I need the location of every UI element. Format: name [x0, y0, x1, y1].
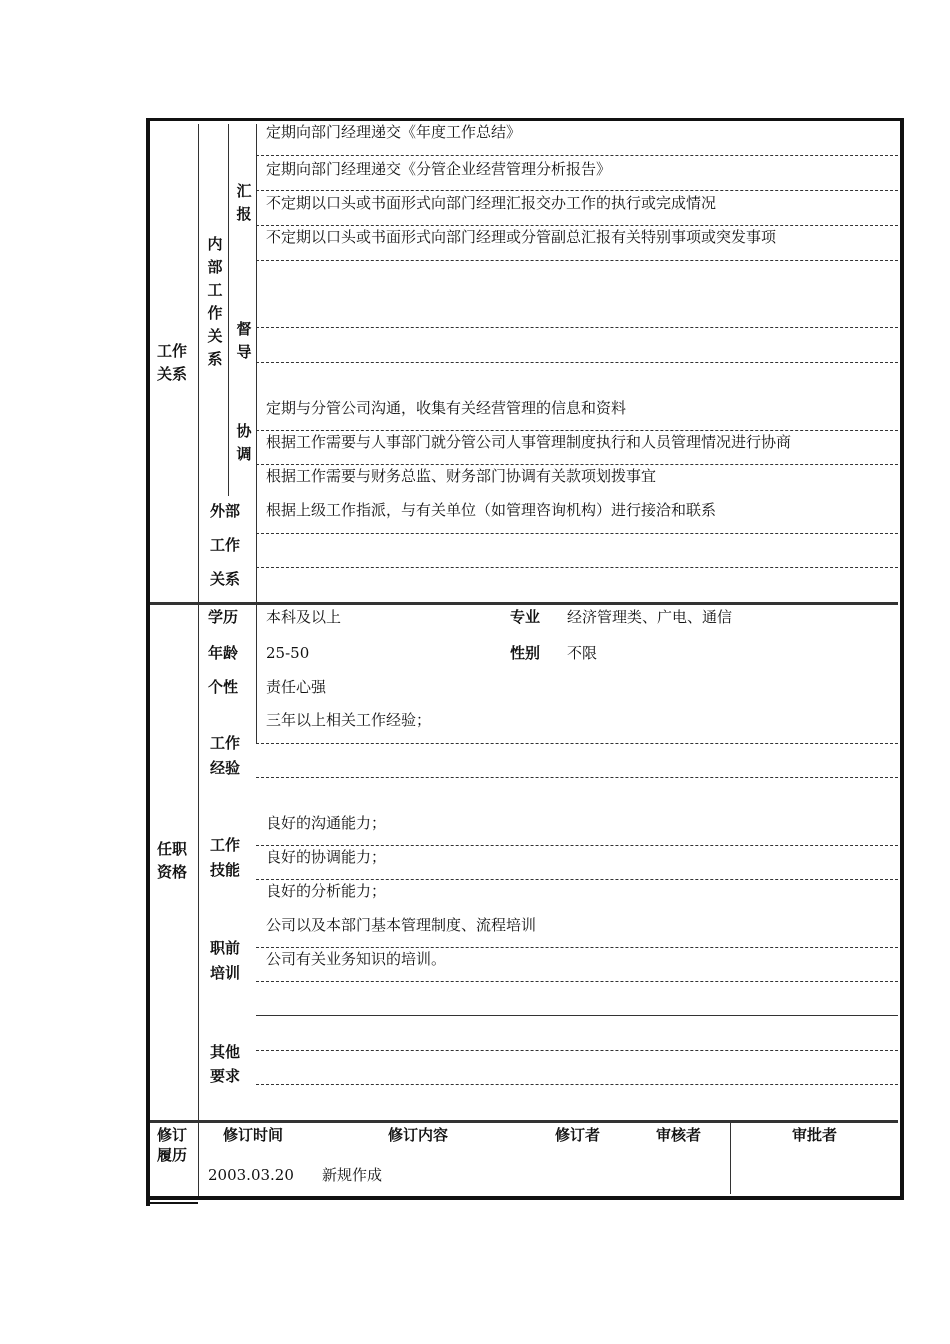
personality-label: 个性	[208, 678, 239, 696]
report-item: 不定期以口头或书面形式向部门经理或分管副总汇报有关特别事项或突发事项	[266, 228, 777, 246]
reviser-header: 修订者	[555, 1126, 601, 1144]
revision-content-header: 修订内容	[388, 1126, 449, 1144]
experience-label-1: 工作	[210, 734, 241, 752]
row-separator	[256, 533, 898, 534]
content-divider-line	[256, 124, 257, 744]
major-label: 专业	[510, 608, 541, 626]
qualifications-label: 任职资格	[157, 840, 188, 881]
row-separator	[256, 777, 898, 778]
skills-item: 良好的协调能力；	[266, 848, 387, 866]
report-item: 不定期以口头或书面形式向部门经理汇报交办工作的执行或完成情况	[266, 194, 717, 212]
gender-label: 性别	[510, 644, 541, 662]
coordinate-item: 根据工作需要与财务总监、财务部门协调有关款项划拨事宜	[266, 467, 657, 485]
training-label-1: 职前	[210, 939, 241, 957]
education-value: 本科及以上	[266, 608, 342, 626]
experience-label-2: 经验	[210, 759, 241, 777]
skills-label-2: 技能	[210, 861, 241, 879]
row-separator	[256, 947, 898, 948]
frame-right-border	[900, 118, 904, 1200]
row-separator	[256, 879, 898, 880]
frame-left-border	[146, 118, 150, 1206]
coordinate-label: 协调	[236, 422, 252, 463]
report-item: 定期向部门经理递交《分管企业经营管理分析报告》	[266, 160, 612, 178]
training-label-2: 培训	[210, 964, 241, 982]
row-separator	[256, 845, 898, 846]
row-separator	[256, 190, 898, 191]
external-item: 根据上级工作指派，与有关单位（如管理咨询机构）进行接洽和联系	[266, 501, 717, 519]
skills-item: 良好的分析能力；	[266, 882, 387, 900]
row-separator	[256, 225, 898, 226]
skills-label-1: 工作	[210, 836, 241, 854]
supervise-label: 督导	[236, 320, 252, 361]
row-separator	[256, 430, 898, 431]
row-separator	[256, 260, 898, 261]
training-item: 公司以及本部门基本管理制度、流程培训	[266, 916, 537, 934]
external-relations-label-1: 外部	[210, 502, 241, 520]
row-separator	[256, 327, 898, 328]
training-item: 公司有关业务知识的培训。	[266, 950, 447, 968]
other-label-1: 其他	[210, 1043, 241, 1061]
row-separator	[256, 1050, 898, 1051]
revision-content-cell: 新规作成	[322, 1166, 383, 1184]
education-label: 学历	[208, 608, 239, 626]
revision-time-header: 修订时间	[223, 1126, 284, 1144]
row-separator	[256, 155, 898, 156]
internal-divider-line	[228, 124, 229, 496]
row-separator	[256, 567, 898, 568]
reviewer-header: 审核者	[656, 1126, 702, 1144]
internal-relations-label: 内部工作关系	[207, 235, 223, 368]
external-relations-label-2: 工作	[210, 536, 241, 554]
other-label-2: 要求	[210, 1067, 241, 1085]
row-separator	[256, 743, 898, 744]
personality-value: 责任心强	[266, 678, 327, 696]
experience-item: 三年以上相关工作经验；	[266, 711, 432, 729]
revision-history-label-2: 履历	[157, 1146, 188, 1164]
row-separator-solid	[256, 1015, 898, 1016]
report-label: 汇报	[236, 182, 252, 223]
row-separator	[256, 981, 898, 982]
frame-bottom-border	[146, 1196, 904, 1200]
age-value: 25-50	[266, 644, 310, 662]
frame-top-border	[146, 118, 904, 121]
row-separator	[256, 362, 898, 363]
approver-divider-line	[730, 1122, 731, 1194]
revision-time-cell: 2003.03.20	[208, 1166, 294, 1184]
gender-value: 不限	[567, 644, 598, 662]
section-separator	[150, 602, 898, 605]
section-divider-line	[198, 124, 199, 1196]
frame-bottom-stub	[150, 1202, 198, 1204]
approver-header: 审批者	[792, 1126, 838, 1144]
coordinate-item: 定期与分管公司沟通，收集有关经营管理的信息和资料	[266, 399, 627, 417]
skills-item: 良好的沟通能力；	[266, 814, 387, 832]
age-label: 年龄	[208, 644, 239, 662]
section-separator	[150, 1120, 898, 1123]
major-value: 经济管理类、广电、通信	[567, 608, 733, 626]
external-relations-label-3: 关系	[210, 570, 241, 588]
coordinate-item: 根据工作需要与人事部门就分管公司人事管理制度执行和人员管理情况进行协商	[266, 433, 792, 451]
work-relations-label: 工作关系	[157, 342, 188, 383]
revision-history-label-1: 修订	[157, 1126, 188, 1144]
row-separator	[256, 1084, 898, 1085]
row-separator	[256, 464, 898, 465]
report-item: 定期向部门经理递交《年度工作总结》	[266, 123, 522, 141]
